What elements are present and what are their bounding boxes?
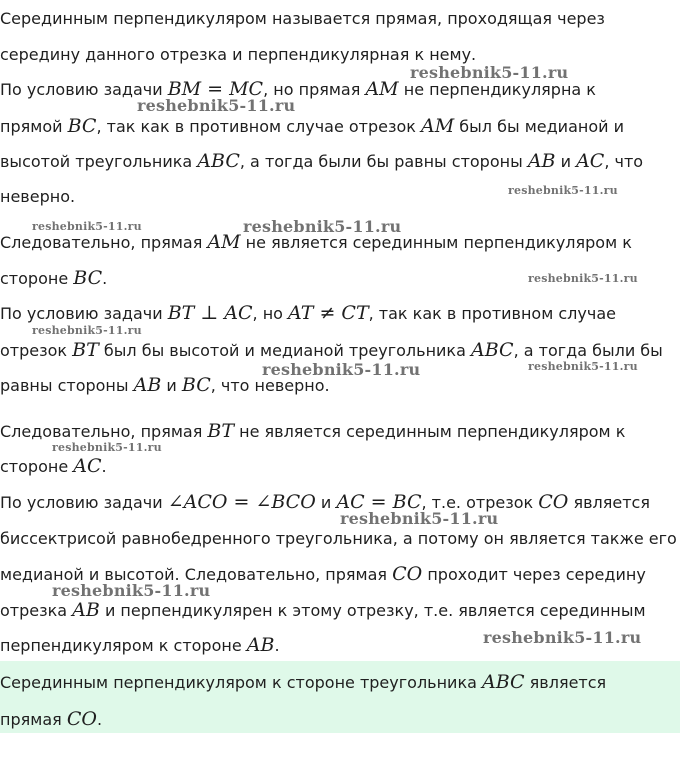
text-fragment: не является серединным перпендикуляром к — [240, 233, 632, 252]
text-fragment: Следовательно, прямая — [0, 233, 208, 252]
text-fragment: Серединным перпендикуляром к стороне треугольника — [0, 673, 483, 692]
math-expression: AB — [72, 599, 100, 621]
text-fragment: проходит через середину — [422, 565, 646, 584]
math-expression: BT — [72, 339, 99, 361]
watermark: reshebnik5-11.ru — [32, 324, 142, 337]
text-line — [0, 79, 596, 100]
math-expression: AM — [207, 231, 241, 253]
math-expression: BT ⊥ AC — [167, 302, 253, 324]
text-line — [0, 456, 107, 477]
text-line — [0, 600, 646, 621]
text-fragment: равны стороны — [0, 376, 134, 395]
text-line — [0, 303, 616, 324]
watermark: reshebnik5-11.ru — [137, 96, 296, 115]
text-line — [0, 492, 650, 513]
text-fragment: , что — [604, 152, 644, 171]
math-expression: AB — [133, 374, 162, 396]
watermark: reshebnik5-11.ru — [262, 360, 421, 379]
watermark: reshebnik5-11.ru — [32, 220, 142, 233]
text-fragment: был бы высотой и медианой треугольника — [98, 341, 471, 360]
math-expression: ∠ACO = ∠BCO — [167, 491, 316, 513]
math-expression: AT ≠ CT — [288, 302, 369, 324]
text-line — [0, 9, 605, 29]
text-line — [0, 421, 625, 442]
text-fragment: . — [101, 457, 107, 476]
math-expression: ABC — [470, 339, 514, 361]
watermark: reshebnik5-11.ru — [410, 63, 569, 82]
text-line — [0, 340, 663, 361]
answer-line — [0, 672, 606, 693]
watermark: reshebnik5-11.ru — [483, 628, 642, 647]
text-fragment: и — [555, 152, 577, 171]
answer-line — [0, 709, 102, 730]
text-fragment: высотой треугольника — [0, 152, 198, 171]
math-expression: CO — [66, 708, 97, 730]
text-fragment: . — [96, 710, 103, 729]
math-expression: AC — [576, 150, 605, 172]
text-line — [0, 268, 107, 289]
text-fragment: стороне — [0, 269, 74, 288]
text-fragment: Серединным перпендикуляром называется прямая, проходящая через — [0, 9, 605, 28]
text-fragment: медианой и высотой. Следовательно, прямая — [0, 565, 393, 584]
watermark: reshebnik5-11.ru — [528, 272, 638, 285]
text-fragment: и — [161, 376, 182, 395]
text-fragment: По условию задачи — [0, 304, 168, 323]
math-expression: AC = BC — [336, 491, 422, 513]
math-expression: AM — [365, 78, 399, 100]
watermark: reshebnik5-11.ru — [528, 360, 638, 373]
math-expression: CO — [538, 491, 569, 513]
math-expression: BC — [73, 267, 103, 289]
text-fragment: отрезка — [0, 601, 73, 620]
text-line — [0, 187, 75, 207]
text-fragment: перпендикуляром к стороне — [0, 636, 247, 655]
text-line — [0, 45, 476, 65]
text-fragment: и перпендикулярен к этому отрезку, т.е. является серединным — [99, 601, 646, 620]
text-fragment: , что неверно. — [210, 376, 330, 395]
text-fragment: , так как в противном случае отрезок — [96, 117, 422, 136]
text-fragment: был бы медианой и — [454, 117, 625, 136]
math-expression: BC — [67, 115, 97, 137]
watermark: reshebnik5-11.ru — [243, 217, 402, 236]
math-expression: BM = MC — [167, 78, 264, 100]
text-fragment: не является серединным перпендикуляром к — [234, 422, 626, 441]
text-fragment: , а тогда были бы — [513, 341, 663, 360]
text-fragment: не перпендикулярна к — [398, 80, 596, 99]
text-line — [0, 529, 677, 549]
math-expression: ABC — [482, 671, 525, 693]
watermark: reshebnik5-11.ru — [52, 581, 211, 600]
text-fragment: и — [315, 493, 337, 512]
text-fragment: , но — [252, 304, 289, 323]
text-fragment: , так как в противном случае — [368, 304, 616, 323]
text-fragment: прямой — [0, 117, 68, 136]
text-fragment: является — [524, 673, 607, 692]
text-fragment: , но прямая — [263, 80, 366, 99]
math-expression: ABC — [197, 150, 240, 172]
text-fragment: неверно. — [0, 187, 76, 206]
math-expression: AB — [246, 634, 275, 656]
math-expression: AM — [421, 115, 455, 137]
text-fragment: , т.е. отрезок — [421, 493, 539, 512]
text-fragment: середину данного отрезка и перпендикулярная к нему. — [0, 45, 477, 64]
text-fragment: является — [568, 493, 650, 512]
math-expression: BC — [181, 374, 211, 396]
watermark: reshebnik5-11.ru — [52, 441, 162, 454]
text-fragment: Следовательно, прямая — [0, 422, 208, 441]
text-fragment: прямая — [0, 710, 67, 729]
watermark: reshebnik5-11.ru — [340, 509, 499, 528]
text-fragment: биссектрисой равнобедренного треугольника, а потому он является также его — [0, 529, 677, 548]
text-fragment: стороне — [0, 457, 74, 476]
math-expression: CO — [392, 563, 423, 585]
math-expression: BT — [207, 420, 235, 442]
text-fragment: . — [102, 269, 108, 288]
text-line — [0, 151, 643, 172]
text-fragment: . — [274, 636, 280, 655]
math-expression: AB — [527, 150, 556, 172]
text-fragment: По условию задачи — [0, 80, 168, 99]
watermark: reshebnik5-11.ru — [508, 184, 618, 197]
text-fragment: отрезок — [0, 341, 73, 360]
text-line — [0, 116, 624, 137]
text-fragment: , а тогда были бы равны стороны — [239, 152, 528, 171]
text-fragment: По условию задачи — [0, 493, 168, 512]
math-expression: AC — [73, 455, 102, 477]
text-line — [0, 635, 280, 656]
